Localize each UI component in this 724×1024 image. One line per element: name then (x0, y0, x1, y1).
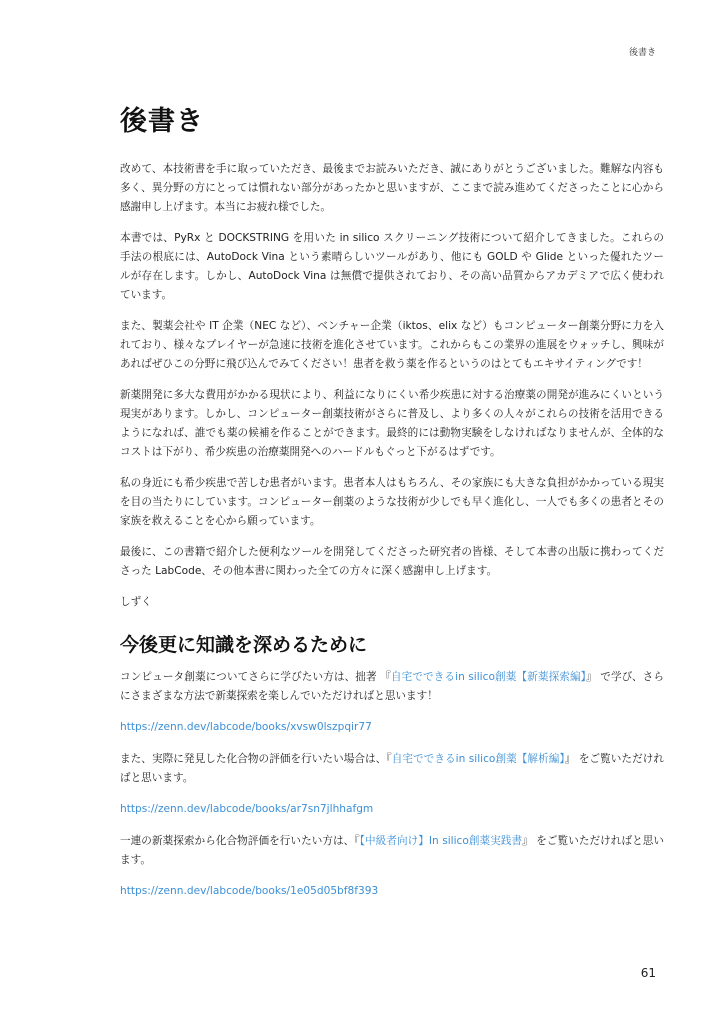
further-reading-item (120, 832, 664, 870)
book-url-link[interactable]: https://zenn.dev/labcode/books/1e05d05bf8f393 (120, 885, 379, 897)
book-link-practice[interactable]: 【中級者向け】In silico創薬実践書 (359, 835, 523, 847)
paragraph-book-summary: 本書では、PyRx と DOCKSTRING を用いた in silico スクリーニング技術について紹介してきました。これらの手法の根底には、AutoDock Vina という素晴らしいツールがあり、他にも GOLD や Glide といった優れたツールが存在します。しかし、AutoDock Vina は無償で提供されており、その高い品質からアカデミアで広く使われています。 (120, 232, 664, 301)
further-reading-item (120, 750, 664, 788)
paragraph-acknowledgements: 最後に、この書籍で紹介した便利なツールを開発してくださった研究者の皆様、そして本書の出版に携わってくださった LabCode、その他本書に関わった全ての方々に深く感謝申し上げます。 (120, 546, 664, 577)
item-text-before: また、実際に発見した化合物の評価を行いたい場合は、『 (120, 753, 392, 765)
item-text-after: 』 をご覧いただければと思います。 (120, 835, 665, 866)
page-title: 後書き (120, 106, 204, 137)
book-link-analysis[interactable]: 自宅でできるin silico創薬【解析編】 (391, 753, 565, 765)
page-number: 61 (640, 966, 656, 980)
paragraph-thanks: 改めて、本技術書を手に取っていただき、最後までお読みいただき、誠にありがとうございました。難解な内容も多く、異分野の方にとっては慣れない部分があったかと思いますが、ここまで読み進めてくださったことに心から感謝申し上げます。本当にお疲れ様でした。 (120, 163, 664, 213)
paragraph-personal: 私の身近にも希少疾患で苦しむ患者がいます。患者本人はもちろん、その家族にも大きな負担がかかっている現実を目の当たりにしています。コンピューター創薬のような技術が少しでも早く進化し、一人でも多くの患者とその家族を救えることを心から願っています。 (120, 477, 664, 527)
further-reading-item (120, 668, 664, 706)
item-text-before: コンピュータ創薬についてさらに学びたい方は、拙著 『 (120, 671, 391, 683)
running-header: 後書き (628, 48, 656, 58)
item-text-before: 一連の新薬探索から化合物評価を行いたい方は、『 (120, 835, 360, 847)
paragraph-rare-disease: 新薬開発に多大な費用がかかる現状により、利益になりにくい希少疾患に対する治療薬の開発が進みにくいという現実があります。しかし、コンピューター創薬技術がさらに普及し、より多くの人々がこれらの技術を活用できるようになれば、誰でも薬の候補を作ることができます。最終的には動物実験をしなければなりませんが、全体的なコストは下がり、希少疾患の治療薬開発へのハードルもぐっと下がるはずです。 (120, 389, 664, 458)
author-signature: しずく (120, 596, 152, 608)
book-url-link[interactable]: https://zenn.dev/labcode/books/xvsw0lszpqir77 (120, 721, 372, 733)
section-heading: 今後更に知識を深めるために (120, 634, 368, 656)
main-content (120, 100, 664, 914)
paragraph-industry: また、製薬会社や IT 企業（NEC など）、ベンチャー企業（iktos、elix など）もコンピューター創薬分野に力を入れており、様々なプレイヤーが急速に技術を進化させています。これからもこの業界の進展をウォッチし、興味があればぜひこの分野に飛び込んでみてください！患者を救う薬を作るというのはとてもエキサイティングです！ (120, 320, 664, 370)
item-text-after: 』 で学び、さらにさまざまな方法で新薬探索を楽しんでいただければと思います！ (120, 671, 664, 702)
book-link-new-drug-discovery[interactable]: 自宅でできるin silico創薬【新薬探索編】 (390, 671, 587, 683)
item-text-after: 』 をご覧いただければと思います。 (120, 753, 664, 784)
book-url-link[interactable]: https://zenn.dev/labcode/books/ar7sn7jlhhafgm (120, 803, 374, 815)
